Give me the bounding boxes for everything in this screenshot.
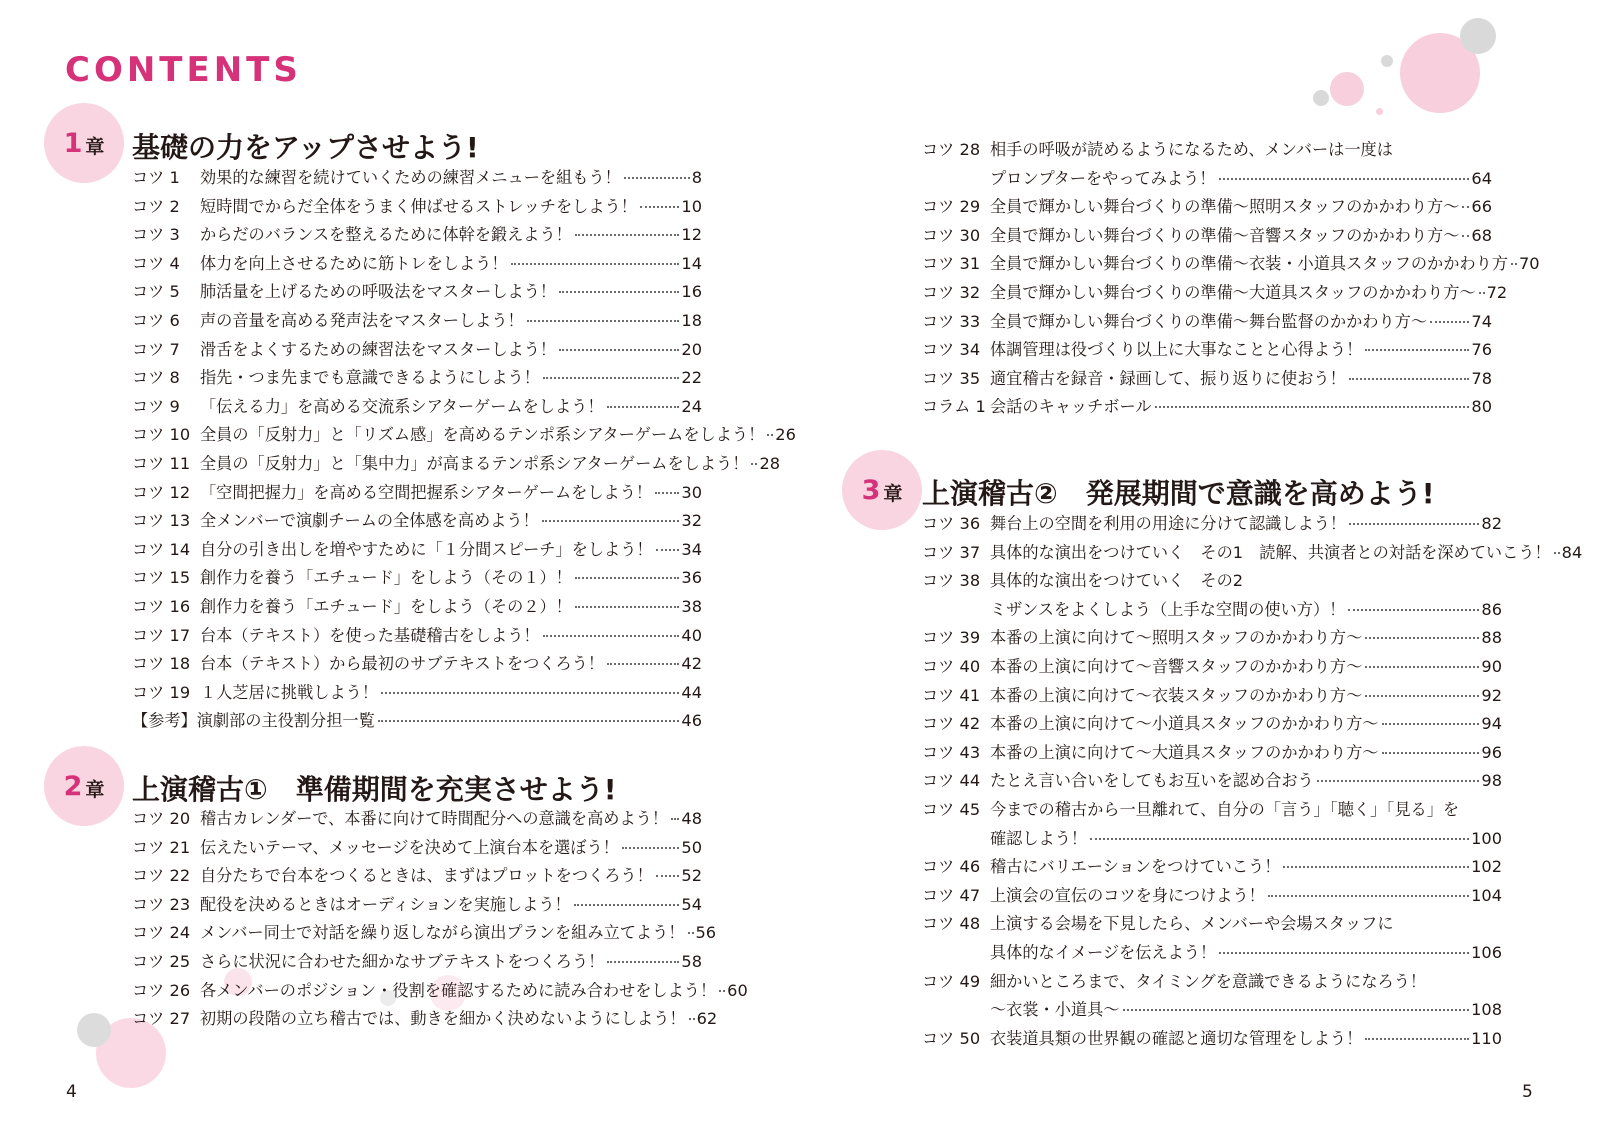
toc-entry-label: コツ 13 [132,511,191,531]
toc-leader-dots [1365,637,1479,639]
toc-entry [132,891,702,920]
toc-entry-page: 94 [1481,714,1502,734]
toc-entry-label: コツ 6 [132,310,180,330]
toc-entry [922,165,1492,194]
toc-entry-title: 全員の「反射力」と「リズム感」を高めるテンポ系シアターゲームをしよう！ [200,425,765,445]
toc-entry-title: 全員の「反射力」と「集中力」が高まるテンポ系シアターゲームをしよう！ [200,453,749,473]
toc-entry-page: 28 [759,453,781,473]
toc-entry-title: ミザンスをよくしよう（上手な空間の使い方）！ [990,599,1346,619]
toc-entry [132,250,702,279]
toc-leader-dots [656,549,680,551]
toc-entry-page: 54 [681,894,702,914]
toc-entry-title: 今までの稽古から一旦離れて、自分の「言う」「聴く」「見る」を [990,799,1460,819]
toc-entry-label: コツ 47 [922,885,981,905]
toc-entry [132,278,702,307]
toc-entry-page: 78 [1471,368,1492,388]
toc-entry-title: １人芝居に挑戦しよう！ [200,682,379,702]
toc-entry-page: 42 [681,654,702,674]
toc-entry-page: 60 [727,980,748,1000]
toc-entry-title: 伝えたいテーマ、メッセージを決めて上演台本を選ぼう！ [200,837,619,857]
toc-entry [132,307,702,336]
toc-entry-title: 〜衣裳・小道具〜 [990,1000,1120,1020]
toc-leader-dots [1155,406,1470,408]
toc-entry-page: 52 [681,866,702,886]
toc-entry-label: コツ 49 [922,971,981,991]
toc-entry-title: 各メンバーのポジション・役割を確認するために読み合わせをしよう！ [200,980,717,1000]
toc-entry-label: コツ 10 [132,425,191,445]
toc-entry [922,796,1502,825]
toc-leader-dots [511,263,680,265]
toc-entry [132,650,702,679]
toc-entry-page: 66 [1471,197,1492,217]
toc-chapter-1 [132,164,796,736]
toc-entry-label: コツ 40 [922,656,981,676]
toc-entry [922,682,1502,711]
toc-entry-page: 16 [681,282,702,302]
toc-entry [922,308,1492,337]
chapter-3-number: 3 [861,474,881,506]
toc-leader-dots [1462,206,1469,208]
toc-entry-title: 体力を向上させるために筋トレをしよう！ [200,253,508,273]
toc-entry-page: 70 [1519,254,1540,274]
toc-entry-page: 12 [681,225,702,245]
toc-entry-title: 全員で輝かしい舞台づくりの準備〜舞台監督のかかわり方〜 [990,311,1428,331]
toc-leader-dots [1479,292,1485,294]
toc-entry-page: 38 [681,596,702,616]
toc-entry-title: 細かいところまで、タイミングを意識できるようになろう！ [990,971,1427,991]
toc-leader-dots [1348,609,1479,611]
toc-entry-label: コツ 12 [132,482,191,502]
toc-entry-label: コツ 36 [922,514,981,533]
toc-entry-page: 110 [1471,1028,1502,1048]
toc-entry-title: 肺活量を上げるための呼吸法をマスターしよう！ [200,282,557,302]
toc-entry-label: コツ 23 [132,894,191,914]
toc-entry-title: 全員で輝かしい舞台づくりの準備〜照明スタッフのかかわり方〜 [990,197,1460,217]
toc-leader-dots [1283,866,1469,868]
toc-entry [922,939,1502,968]
toc-entry [922,222,1492,251]
toc-entry [922,882,1502,911]
toc-entry-title: さらに状況に合わせた細かなサブテキストをつくろう！ [200,951,605,971]
toc-leader-dots [575,577,680,579]
toc-entry-label: コツ 42 [922,714,981,734]
toc-leader-dots [1219,952,1469,954]
toc-entry-page: 40 [681,625,702,645]
toc-entry-page: 76 [1471,340,1492,360]
toc-entry-label: コツ 34 [922,340,981,360]
toc-entry-label: コツ 3 [132,225,180,245]
toc-entry-label: コツ 1 [132,168,180,187]
toc-entry-page: 50 [681,837,702,857]
toc-entry-title: 効果的な練習を続けていくための練習メニューを組もう！ [200,168,621,187]
toc-leader-dots [574,904,680,906]
toc-entry-label: コラム 1 [922,397,986,417]
toc-entry-title: 具体的なイメージを伝えよう！ [990,942,1217,962]
toc-leader-dots [640,206,679,208]
toc-entry [922,596,1502,625]
toc-entry-title: 台本（テキスト）から最初のサブテキストをつくろう！ [200,654,605,674]
toc-entry-label: コツ 7 [132,339,180,359]
toc-entry [922,910,1502,939]
toc-entry-page: 88 [1481,628,1502,648]
toc-entry-title: メンバー同士で対話を繰り返しながら演出プランを組み立てよう！ [200,923,685,943]
toc-entry [922,393,1492,422]
toc-entry [922,193,1492,222]
toc-leader-dots [378,720,680,722]
toc-leader-dots [1365,695,1479,697]
toc-entry-label: コツ 17 [132,625,191,645]
toc-entry [922,510,1502,539]
toc-entry-page: 48 [681,809,702,828]
toc-entry-page: 86 [1481,599,1502,619]
toc-entry-page: 14 [681,253,702,273]
toc-entry-label: コツ 4 [132,253,180,273]
toc-entry-page: 32 [681,511,702,531]
toc-leader-dots [1349,523,1479,525]
toc-leader-dots [1219,178,1470,180]
chapter-2-badge [44,746,124,826]
toc-entry-page: 72 [1486,282,1508,302]
toc-entry-label: コツ 16 [132,596,191,616]
toc-entry-label: コツ 37 [922,542,981,562]
toc-entry [132,707,702,736]
toc-entry-title: 初期の段階の立ち稽古では、動きを細かく決めないようにしよう！ [200,1009,686,1029]
toc-entry-page: 46 [681,711,702,731]
toc-entry-label: コツ 28 [922,140,981,159]
toc-entry-label: コツ 5 [132,282,180,302]
toc-entry-title: 確認しよう！ [990,828,1088,848]
decor-circle-pink-tiny [1376,108,1383,115]
chapter-1-title: 基礎の力をアップさせよう! [132,131,479,164]
toc-entry [132,977,748,1006]
toc-leader-dots [607,961,679,963]
toc-entry-title: 本番の上演に向けて〜小道具スタッフのかかわり方〜 [990,714,1379,734]
toc-leader-dots [751,463,757,465]
toc-entry-title: 自分の引き出しを増やすために「１分間スピーチ」をしよう！ [200,539,653,559]
toc-entry-title: 滑舌をよくするための練習法をマスターしよう！ [200,339,557,359]
toc-entry-title: からだのバランスを整えるために体幹を鍛えよう！ [200,225,572,245]
toc-entry-title: 全員で輝かしい舞台づくりの準備〜音響スタッフのかかわり方〜 [990,225,1460,245]
toc-entry-page: 34 [681,539,702,559]
toc-chapter-2 [132,805,748,1034]
toc-leader-dots [1430,321,1469,323]
toc-leader-dots [1365,1038,1469,1040]
toc-entry [922,279,1508,308]
toc-entry-label: コツ 21 [132,837,191,857]
toc-entry [132,479,702,508]
toc-leader-dots [559,291,679,293]
chapter-2-sho: 章 [85,778,105,801]
toc-entry-page: 26 [775,425,796,445]
toc-entry [132,364,702,393]
toc-entry-label: コツ 25 [132,951,191,971]
toc-entry-title: 指先・つま先までも意識できるようにしよう！ [200,368,540,388]
toc-entry [922,825,1502,854]
toc-entry [132,1005,718,1034]
toc-entry-page: 22 [681,368,702,388]
toc-entry [132,564,702,593]
toc-entry-label: コツ 20 [132,809,191,828]
toc-entry-title: 稽古にバリエーションをつけていこう！ [990,857,1281,877]
toc-entry-label: コツ 22 [132,866,191,886]
toc-entry [132,536,702,565]
toc-entry-title: 稽古カレンダーで、本番に向けて時間配分への意識を高めよう！ [200,809,669,828]
toc-entry-page: 74 [1471,311,1492,331]
toc-leader-dots [622,847,679,849]
toc-entry-page: 106 [1471,942,1502,962]
chapter-2-number: 2 [63,770,83,802]
toc-entry-label: コツ 19 [132,682,191,702]
toc-entry-label: コツ 32 [922,282,981,302]
toc-entry [132,919,717,948]
toc-leader-dots [575,234,680,236]
toc-entry-label: コツ 39 [922,628,981,648]
toc-leader-dots [656,875,680,877]
toc-entry [922,1025,1502,1054]
toc-entry-page: 84 [1561,542,1583,562]
toc-entry-title: 「空間把握力」を高める空間把握系シアターゲームをしよう！ [200,482,653,502]
page-number-right: 5 [1522,1082,1533,1102]
toc-entry-label: コツ 27 [132,1009,191,1029]
toc-entry [922,567,1502,596]
toc-leader-dots [1554,552,1560,554]
toc-entry-title: 上演する会場を下見したら、メンバーや会場スタッフに [990,914,1394,934]
toc-entry-title: 具体的な演出をつけていく その1 読解、共演者との対話を深めていこう！ [990,542,1551,562]
toc-entry [132,622,702,651]
toc-leader-dots [1365,666,1479,668]
toc-entry [922,710,1502,739]
toc-entry [132,834,702,863]
chapter-1-badge [44,103,124,183]
toc-entry [922,539,1583,568]
toc-leader-dots [624,177,690,179]
toc-entry-label: コツ 50 [922,1028,981,1048]
chapter-3-sho: 章 [883,482,903,505]
toc-entry-page: 104 [1471,885,1502,905]
decor-circle-gray-small [1313,90,1329,106]
toc-leader-dots [1349,378,1470,380]
toc-entry-title: 上演会の宣伝のコツを身につけよう！ [990,885,1265,905]
toc-entry-label: コツ 8 [132,368,180,388]
contents-heading: CONTENTS [65,50,302,90]
toc-entry-page: 56 [695,923,717,943]
toc-leader-dots [1123,1009,1470,1011]
toc-entry-title: 相手の呼吸が読めるようになるため、メンバーは一度は [990,140,1393,159]
toc-entry [922,767,1502,796]
chapter-2-title: 上演稽古① 準備期間を充実させよう! [132,773,617,806]
toc-entry-label: コツ 38 [922,571,981,591]
toc-entry-title: 全員で輝かしい舞台づくりの準備〜大道具スタッフのかかわり方〜 [990,282,1476,302]
toc-leader-dots [575,606,680,608]
toc-entry [922,336,1492,365]
toc-entry-label: コツ 45 [922,799,981,819]
toc-leader-dots [543,377,679,379]
chapter-3-title: 上演稽古② 発展期間で意識を高めよう! [922,477,1435,510]
toc-entry-label: コツ 44 [922,771,981,791]
toc-entry-label: コツ 30 [922,225,981,245]
toc-entry [132,393,702,422]
page-number-left: 4 [66,1082,77,1102]
toc-entry-page: 80 [1471,397,1492,417]
toc-entry-title: 適宜稽古を録音・録画して、振り返りに使おう！ [990,368,1346,388]
toc-entry-page: 24 [681,396,702,416]
toc-leader-dots [689,1018,695,1020]
toc-leader-dots [607,406,680,408]
toc-entry-title: 声の音量を高める発声法をマスターしよう！ [200,310,524,330]
toc-leader-dots [767,434,773,436]
toc-entry [132,507,702,536]
toc-entry-page: 18 [681,310,702,330]
toc-entry-label: コツ 46 [922,857,981,877]
toc-entry-label: コツ 33 [922,311,981,331]
toc-entry [922,853,1502,882]
toc-leader-dots [543,635,680,637]
toc-entry-title: 本番の上演に向けて〜照明スタッフのかかわり方〜 [990,628,1363,648]
chapter-1-sho: 章 [85,135,105,158]
toc-entry [922,996,1502,1025]
toc-entry [132,593,702,622]
toc-chapter-3 [922,510,1583,1053]
toc-entry-page: 8 [691,168,702,187]
toc-entry-page: 98 [1481,771,1502,791]
toc-entry-label: コツ 35 [922,368,981,388]
toc-entry-label: コツ 18 [132,654,191,674]
toc-entry [132,805,702,834]
toc-leader-dots [1090,838,1469,840]
toc-entry-title: 「伝える力」を高める交流系シアターゲームをしよう！ [200,396,604,416]
toc-chapter-2-continued [922,136,1540,422]
toc-entry-label: 【参考】 [132,711,197,731]
toc-entry-title: 短時間でからだ全体をうまく伸ばせるストレッチをしよう！ [200,196,637,216]
toc-entry [132,679,702,708]
toc-entry [132,421,796,450]
toc-leader-dots [1382,752,1480,754]
decor-circle-gray-tiny [1381,55,1393,67]
toc-entry-title: 舞台上の空間を利用の用途に分けて認識しよう！ [990,514,1347,533]
toc-entry [132,221,702,250]
toc-leader-dots [559,349,679,351]
toc-leader-dots [381,692,679,694]
toc-entry [132,193,702,222]
toc-entry-page: 20 [681,339,702,359]
toc-entry [132,336,702,365]
toc-entry-title: 演劇部の主役割分担一覧 [196,711,375,731]
toc-entry-label: コツ 29 [922,197,981,217]
toc-entry-label: コツ 15 [132,568,191,588]
toc-leader-dots [1365,349,1469,351]
toc-leader-dots [1462,235,1469,237]
toc-leader-dots [1382,723,1480,725]
toc-entry-title: 衣装道具類の世界観の確認と適切な管理をしよう！ [990,1028,1363,1048]
toc-leader-dots [607,663,679,665]
toc-entry-page: 30 [681,482,702,502]
toc-entry [922,968,1502,997]
toc-entry-label: コツ 9 [132,396,180,416]
toc-entry-label: コツ 11 [132,453,191,473]
chapter-1-number: 1 [63,127,83,159]
decor-circle-gray-bottom [77,1013,111,1047]
toc-entry [132,862,702,891]
toc-leader-dots [671,818,679,820]
toc-entry-title: 具体的な演出をつけていく その2 [990,571,1244,591]
toc-leader-dots [1317,780,1480,782]
toc-entry-title: 創作力を養う「エチュード」をしよう（その１）！ [200,568,572,588]
toc-entry-page: 36 [681,568,702,588]
toc-entry-title: 本番の上演に向けて〜音響スタッフのかかわり方〜 [990,656,1363,676]
toc-entry-label: コツ 48 [922,914,981,934]
toc-entry-title: 自分たちで台本をつくるときは、まずはプロットをつくろう！ [200,866,653,886]
toc-leader-dots [527,320,680,322]
toc-leader-dots [688,932,694,934]
toc-entry-page: 10 [681,196,702,216]
toc-entry [922,365,1492,394]
toc-leader-dots [1511,263,1517,265]
toc-entry-page: 44 [681,682,702,702]
toc-entry-title: 体調管理は役づくり以上に大事なことと心得よう！ [990,340,1363,360]
toc-entry-label: コツ 14 [132,539,191,559]
toc-entry [922,739,1502,768]
toc-entry [922,250,1540,279]
toc-entry-title: 会話のキャッチボール [990,397,1152,417]
toc-entry-title: 創作力を養う「エチュード」をしよう（その２）！ [200,596,572,616]
toc-entry-title: 全員で輝かしい舞台づくりの準備〜衣装・小道具スタッフのかかわり方 [990,254,1508,274]
toc-entry-label: コツ 2 [132,196,180,216]
decor-circle-gray [1460,18,1496,54]
toc-entry-title: たとえ言い合いをしてもお互いを認め合おう [990,771,1314,791]
toc-entry [132,164,702,193]
toc-leader-dots [719,990,725,992]
toc-entry-label: コツ 26 [132,980,191,1000]
toc-entry [922,653,1502,682]
toc-entry-label: コツ 24 [132,923,191,943]
toc-entry-page: 62 [696,1009,718,1029]
toc-entry [132,450,781,479]
decor-circle-pink-mid [1330,72,1364,106]
toc-entry-page: 100 [1471,828,1502,848]
toc-entry-title: 本番の上演に向けて〜衣装スタッフのかかわり方〜 [990,685,1363,705]
toc-entry-title: 台本（テキスト）を使った基礎稽古をしよう！ [200,625,540,645]
toc-entry-page: 82 [1481,514,1502,533]
toc-entry-title: 配役を決めるときはオーディションを実施しよう！ [200,894,571,914]
toc-entry-title: 全メンバーで演劇チームの全体感を高めよう！ [200,511,539,531]
toc-entry-page: 64 [1471,168,1492,188]
toc-entry-page: 108 [1471,1000,1502,1020]
toc-entry-title: 本番の上演に向けて〜大道具スタッフのかかわり方〜 [990,742,1379,762]
toc-entry-title: プロンプターをやってみよう！ [990,168,1216,188]
toc-entry-page: 102 [1471,857,1502,877]
toc-entry-label: コツ 31 [922,254,981,274]
chapter-3-badge [842,450,922,530]
toc-leader-dots [542,520,680,522]
toc-entry-page: 92 [1481,685,1502,705]
toc-entry-label: コツ 43 [922,742,981,762]
toc-entry [922,136,1492,165]
toc-entry [132,948,702,977]
toc-entry-label: コツ 41 [922,685,981,705]
toc-entry-page: 68 [1471,225,1492,245]
toc-entry-page: 96 [1481,742,1502,762]
toc-entry-page: 58 [681,951,702,971]
toc-leader-dots [655,492,679,494]
toc-entry [922,624,1502,653]
toc-leader-dots [1268,895,1469,897]
toc-entry-page: 90 [1481,656,1502,676]
